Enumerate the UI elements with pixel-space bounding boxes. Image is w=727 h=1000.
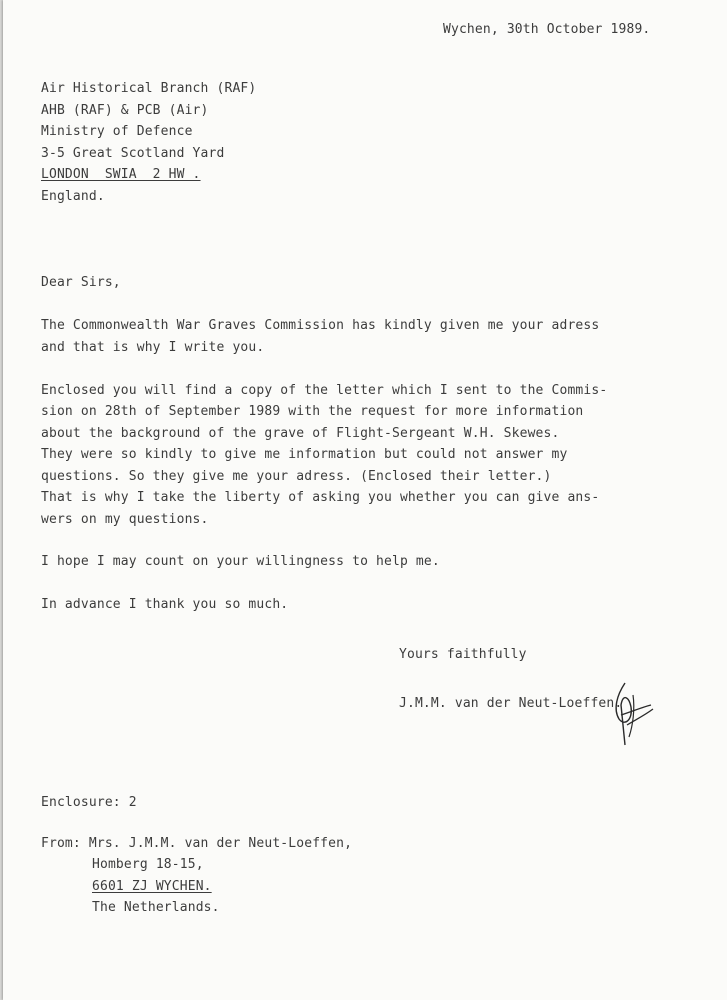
body-line: about the background of the grave of Flight-Sergeant W.H. Skewes. — [41, 426, 560, 441]
letter-page — [3, 0, 727, 1000]
body-line: questions. So they give me your adress. (Enclosed their letter.) — [41, 469, 552, 484]
recipient-line-4: 3-5 Great Scotland Yard — [41, 146, 225, 161]
body-line: The Commonwealth War Graves Commission has kindly given me your adress — [41, 318, 600, 333]
body-line: That is why I take the liberty of asking you whether you can give ans- — [41, 490, 600, 505]
body-line: I hope I may count on your willingness to help me. — [41, 554, 440, 569]
body-line: In advance I thank you so much. — [41, 597, 289, 612]
body-line: wers on my questions. — [41, 512, 209, 527]
handwritten-signature — [603, 675, 663, 755]
recipient-line-1: Air Historical Branch (RAF) — [41, 81, 257, 96]
sender-line-2: Homberg 18-15, — [92, 857, 204, 872]
enclosure-note: Enclosure: 2 — [41, 795, 137, 810]
body-line: sion on 28th of September 1989 with the request for more information — [41, 404, 584, 419]
salutation: Dear Sirs, — [41, 275, 121, 290]
date-line: Wychen, 30th October 1989. — [443, 22, 651, 37]
body-line: They were so kindly to give me information but could not answer my — [41, 447, 568, 462]
recipient-line-5: LONDON SWIA 2 HW . — [41, 167, 201, 182]
recipient-line-2: AHB (RAF) & PCB (Air) — [41, 103, 209, 118]
signer-name: J.M.M. van der Neut-Loeffen. — [399, 696, 623, 711]
recipient-line-6: England. — [41, 189, 105, 204]
closing: Yours faithfully — [399, 647, 527, 662]
body-line: and that is why I write you. — [41, 340, 265, 355]
recipient-line-3: Ministry of Defence — [41, 124, 193, 139]
sender-line-3: 6601 ZJ WYCHEN. — [92, 879, 212, 894]
body-line: Enclosed you will find a copy of the letter which I sent to the Commis- — [41, 383, 608, 398]
sender-line-4: The Netherlands. — [92, 900, 220, 915]
sender-line-1: From: Mrs. J.M.M. van der Neut-Loeffen, — [41, 836, 353, 851]
